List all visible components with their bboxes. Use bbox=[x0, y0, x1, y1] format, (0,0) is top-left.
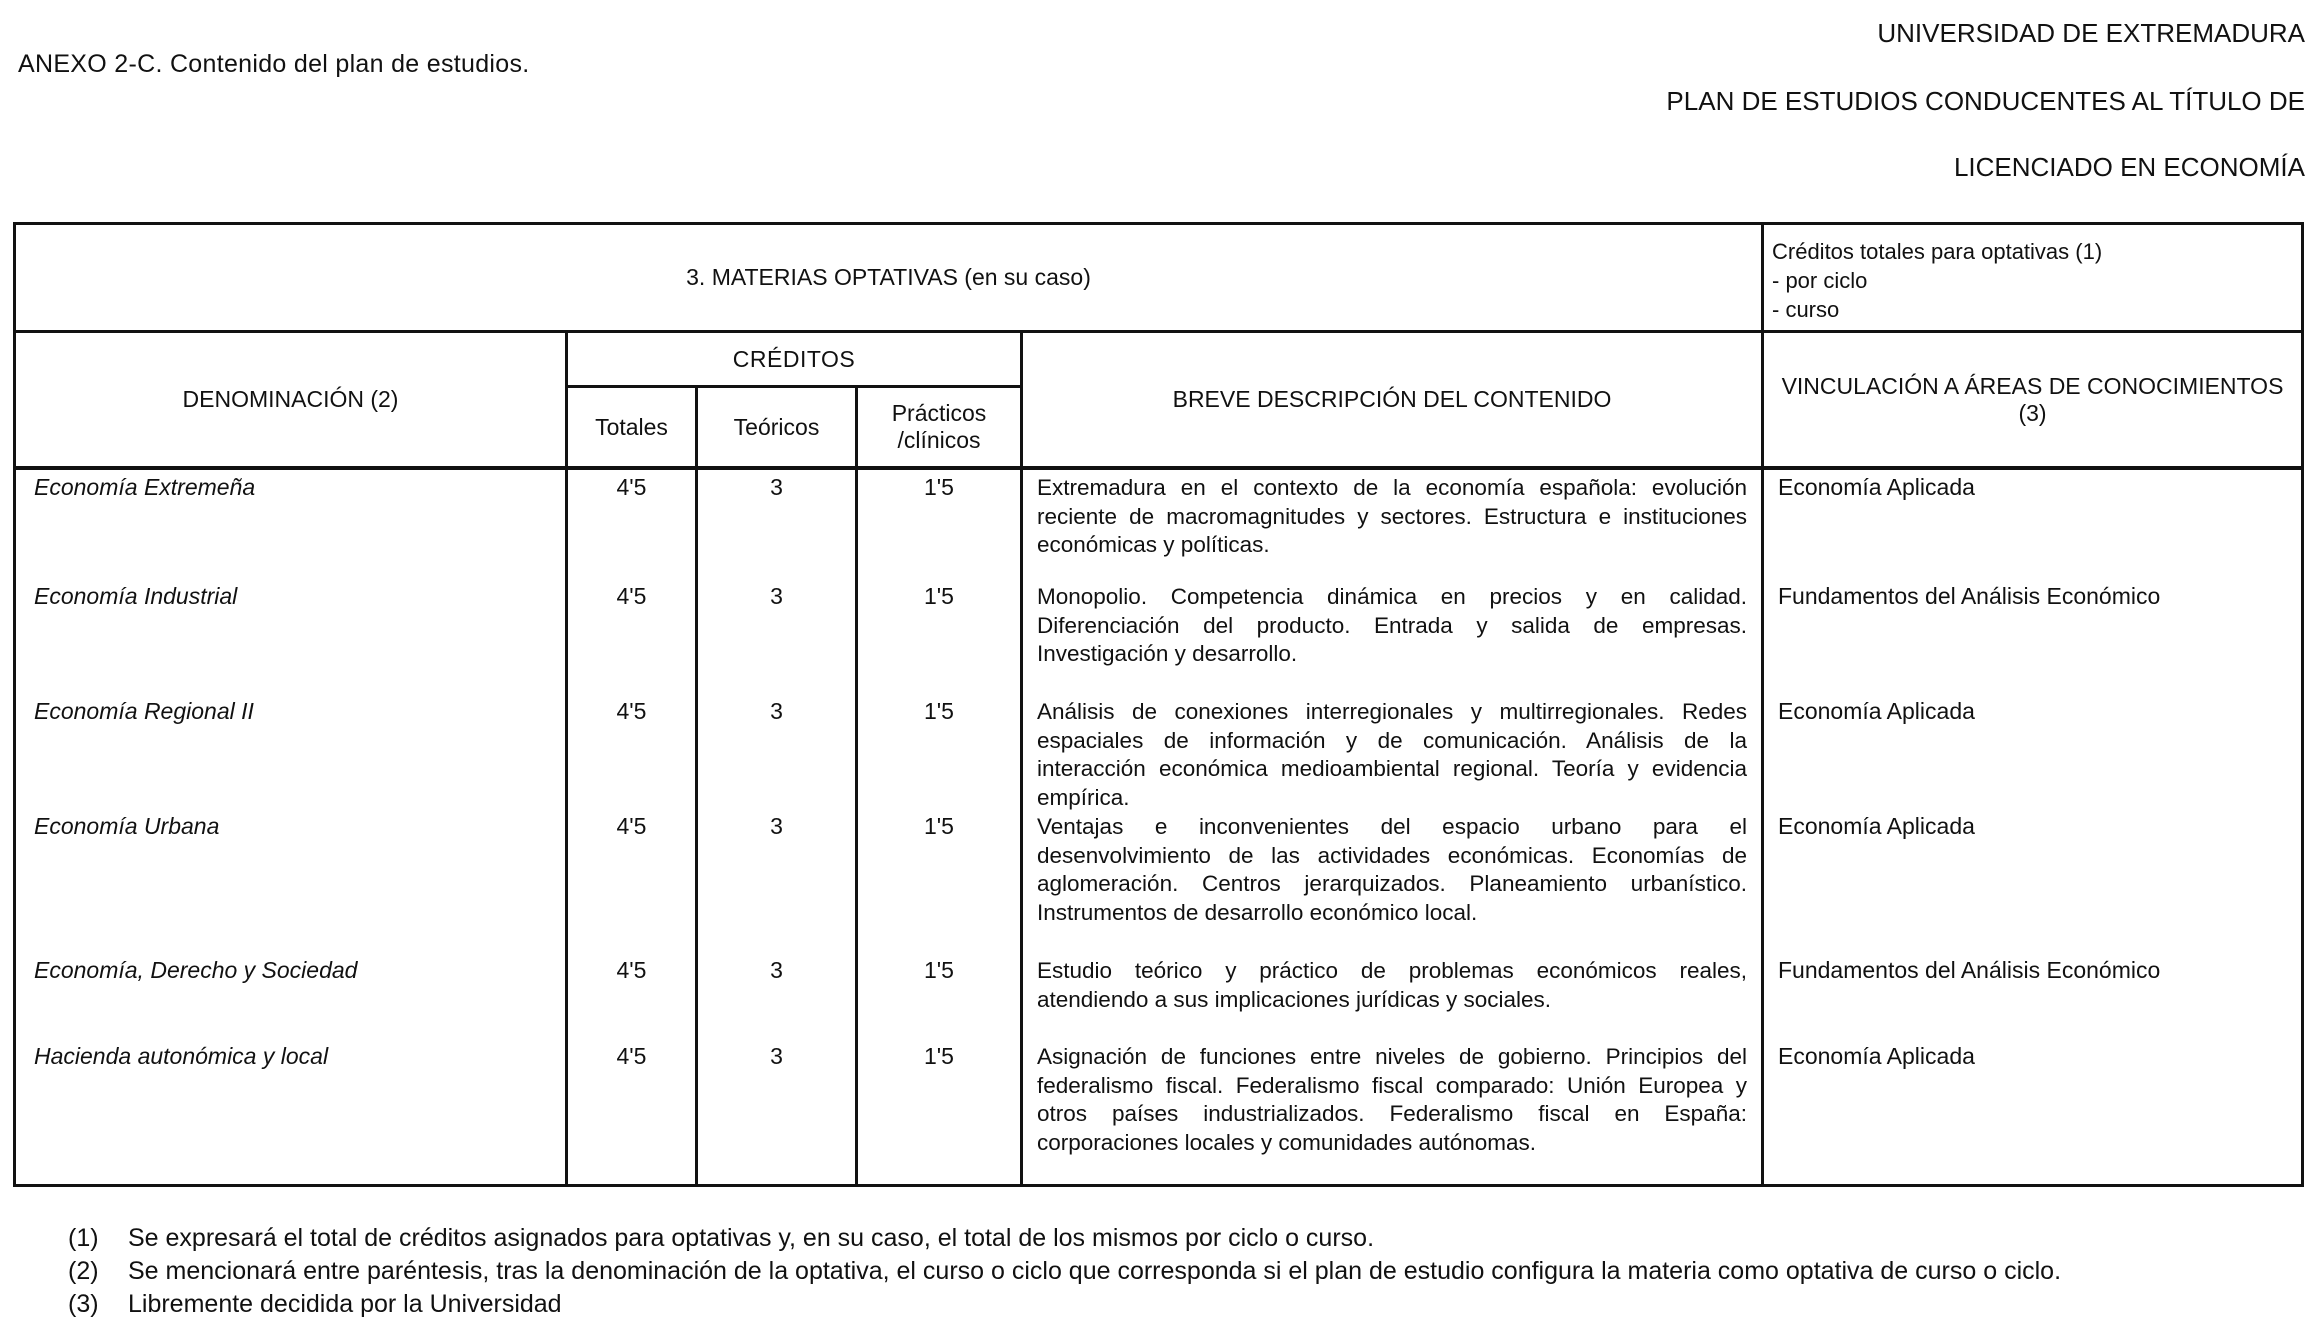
credits-practical: 1'5 bbox=[857, 813, 1022, 957]
description-header: BREVE DESCRIPCIÓN DEL CONTENIDO bbox=[1022, 332, 1763, 469]
totals-header: Totales bbox=[567, 387, 697, 469]
optional-subjects-table bbox=[13, 222, 2304, 1187]
areas-header: VINCULACIÓN A ÁREAS DE CONOCIMIENTOS (3) bbox=[1763, 332, 2303, 469]
table-row bbox=[15, 468, 2303, 583]
per-cycle-label: - por ciclo bbox=[1772, 268, 1868, 293]
credits-theoretical: 3 bbox=[697, 583, 857, 698]
content-description: Ventajas e inconvenientes del espacio urbano para el desenvolvimiento de las actividades económicas. Economías de aglomeración. Centros jerarquizados. Planeamiento urbanístico. Instrumentos de desarrollo económico local. bbox=[1022, 813, 1763, 957]
per-course-label: - curso bbox=[1772, 297, 1840, 322]
credits-theoretical: 3 bbox=[697, 468, 857, 583]
credits-totals: 4'5 bbox=[567, 813, 697, 957]
table-row bbox=[15, 957, 2303, 1043]
table-row bbox=[15, 698, 2303, 813]
footnote-number: (2) bbox=[68, 1257, 99, 1285]
table-row bbox=[15, 813, 2303, 957]
credits-header: CRÉDITOS bbox=[567, 332, 1022, 387]
credits-practical: 1'5 bbox=[857, 468, 1022, 583]
content-description: Extremadura en el contexto de la economía española: evolución reciente de macromagnitudes y sectores. Estructura e instituciones económicas y políticas. bbox=[1022, 468, 1763, 583]
credits-totals: 4'5 bbox=[567, 957, 697, 1043]
credits-practical: 1'5 bbox=[857, 1043, 1022, 1185]
column-header-row bbox=[15, 332, 2303, 387]
table-row bbox=[15, 1043, 2303, 1185]
table-row bbox=[15, 583, 2303, 698]
subject-name: Economía Urbana bbox=[15, 813, 567, 957]
table-title-row bbox=[15, 224, 2303, 332]
university-name: UNIVERSIDAD DE EXTREMADURA bbox=[1877, 18, 2305, 48]
content-description: Asignación de funciones entre niveles de gobierno. Principios del federalismo fiscal. Federalismo fiscal comparado: Unión Europea y otros países industrializados. Federalismo fiscal en España: corporaciones locales y comunidades autónomas. bbox=[1022, 1043, 1763, 1185]
plan-title: PLAN DE ESTUDIOS CONDUCENTES AL TÍTULO DE bbox=[1666, 86, 2305, 116]
credits-practical: 1'5 bbox=[857, 698, 1022, 813]
total-credits-box bbox=[1763, 224, 2303, 332]
knowledge-area: Economía Aplicada bbox=[1763, 1043, 2303, 1185]
credits-totals: 4'5 bbox=[567, 1043, 697, 1185]
footnote bbox=[68, 1255, 2061, 1288]
knowledge-area: Economía Aplicada bbox=[1763, 698, 2303, 813]
credits-theoretical: 3 bbox=[697, 957, 857, 1043]
footnote bbox=[68, 1222, 2061, 1255]
footnote-number: (1) bbox=[68, 1224, 99, 1252]
footnotes bbox=[68, 1222, 2061, 1321]
annex-title: ANEXO 2-C. Contenido del plan de estudios. bbox=[18, 50, 530, 78]
subject-name: Economía Extremeña bbox=[15, 468, 567, 583]
footnote-text: Se mencionará entre paréntesis, tras la denominación de la optativa, el curso o ciclo que corresponda si el plan de estudio configura la materia como optativa de curso o ciclo. bbox=[128, 1257, 2062, 1285]
credits-theoretical: 3 bbox=[697, 1043, 857, 1185]
credits-totals: 4'5 bbox=[567, 698, 697, 813]
credits-totals: 4'5 bbox=[567, 583, 697, 698]
subject-name: Hacienda autonómica y local bbox=[15, 1043, 567, 1185]
knowledge-area: Economía Aplicada bbox=[1763, 813, 2303, 957]
knowledge-area: Fundamentos del Análisis Económico bbox=[1763, 957, 2303, 1043]
theoretical-header: Teóricos bbox=[697, 387, 857, 469]
credits-practical: 1'5 bbox=[857, 957, 1022, 1043]
degree-title: LICENCIADO EN ECONOMÍA bbox=[1953, 152, 2305, 182]
subject-name: Economía, Derecho y Sociedad bbox=[15, 957, 567, 1043]
section-title: 3. MATERIAS OPTATIVAS (en su caso) bbox=[15, 224, 1763, 332]
credits-theoretical: 3 bbox=[697, 698, 857, 813]
footnote bbox=[68, 1288, 2061, 1321]
subject-name: Economía Regional II bbox=[15, 698, 567, 813]
knowledge-area: Economía Aplicada bbox=[1763, 468, 2303, 583]
total-credits-label: Créditos totales para optativas (1) bbox=[1772, 239, 2103, 264]
credits-theoretical: 3 bbox=[697, 813, 857, 957]
practical-header: Prácticos /clínicos bbox=[857, 387, 1022, 469]
content-description: Estudio teórico y práctico de problemas económicos reales, atendiendo a sus implicaciones jurídicas y sociales. bbox=[1022, 957, 1763, 1043]
denomination-header: DENOMINACIÓN (2) bbox=[15, 332, 567, 469]
content-description: Análisis de conexiones interregionales y multirregionales. Redes espaciales de información y de comunicación. Análisis de la interacción económica medioambiental regional. Teoría y evidencia empírica. bbox=[1022, 698, 1763, 813]
footnote-text: Se expresará el total de créditos asignados para optativas y, en su caso, el total de los mismos por ciclo o curso. bbox=[128, 1224, 1375, 1252]
content-description: Monopolio. Competencia dinámica en precios y en calidad. Diferenciación del producto. Entrada y salida de empresas. Investigación y desarrollo. bbox=[1022, 583, 1763, 698]
credits-totals: 4'5 bbox=[567, 468, 697, 583]
subject-name: Economía Industrial bbox=[15, 583, 567, 698]
knowledge-area: Fundamentos del Análisis Económico bbox=[1763, 583, 2303, 698]
credits-practical: 1'5 bbox=[857, 583, 1022, 698]
footnote-number: (3) bbox=[68, 1290, 99, 1318]
footnote-text: Libremente decidida por la Universidad bbox=[128, 1290, 562, 1318]
